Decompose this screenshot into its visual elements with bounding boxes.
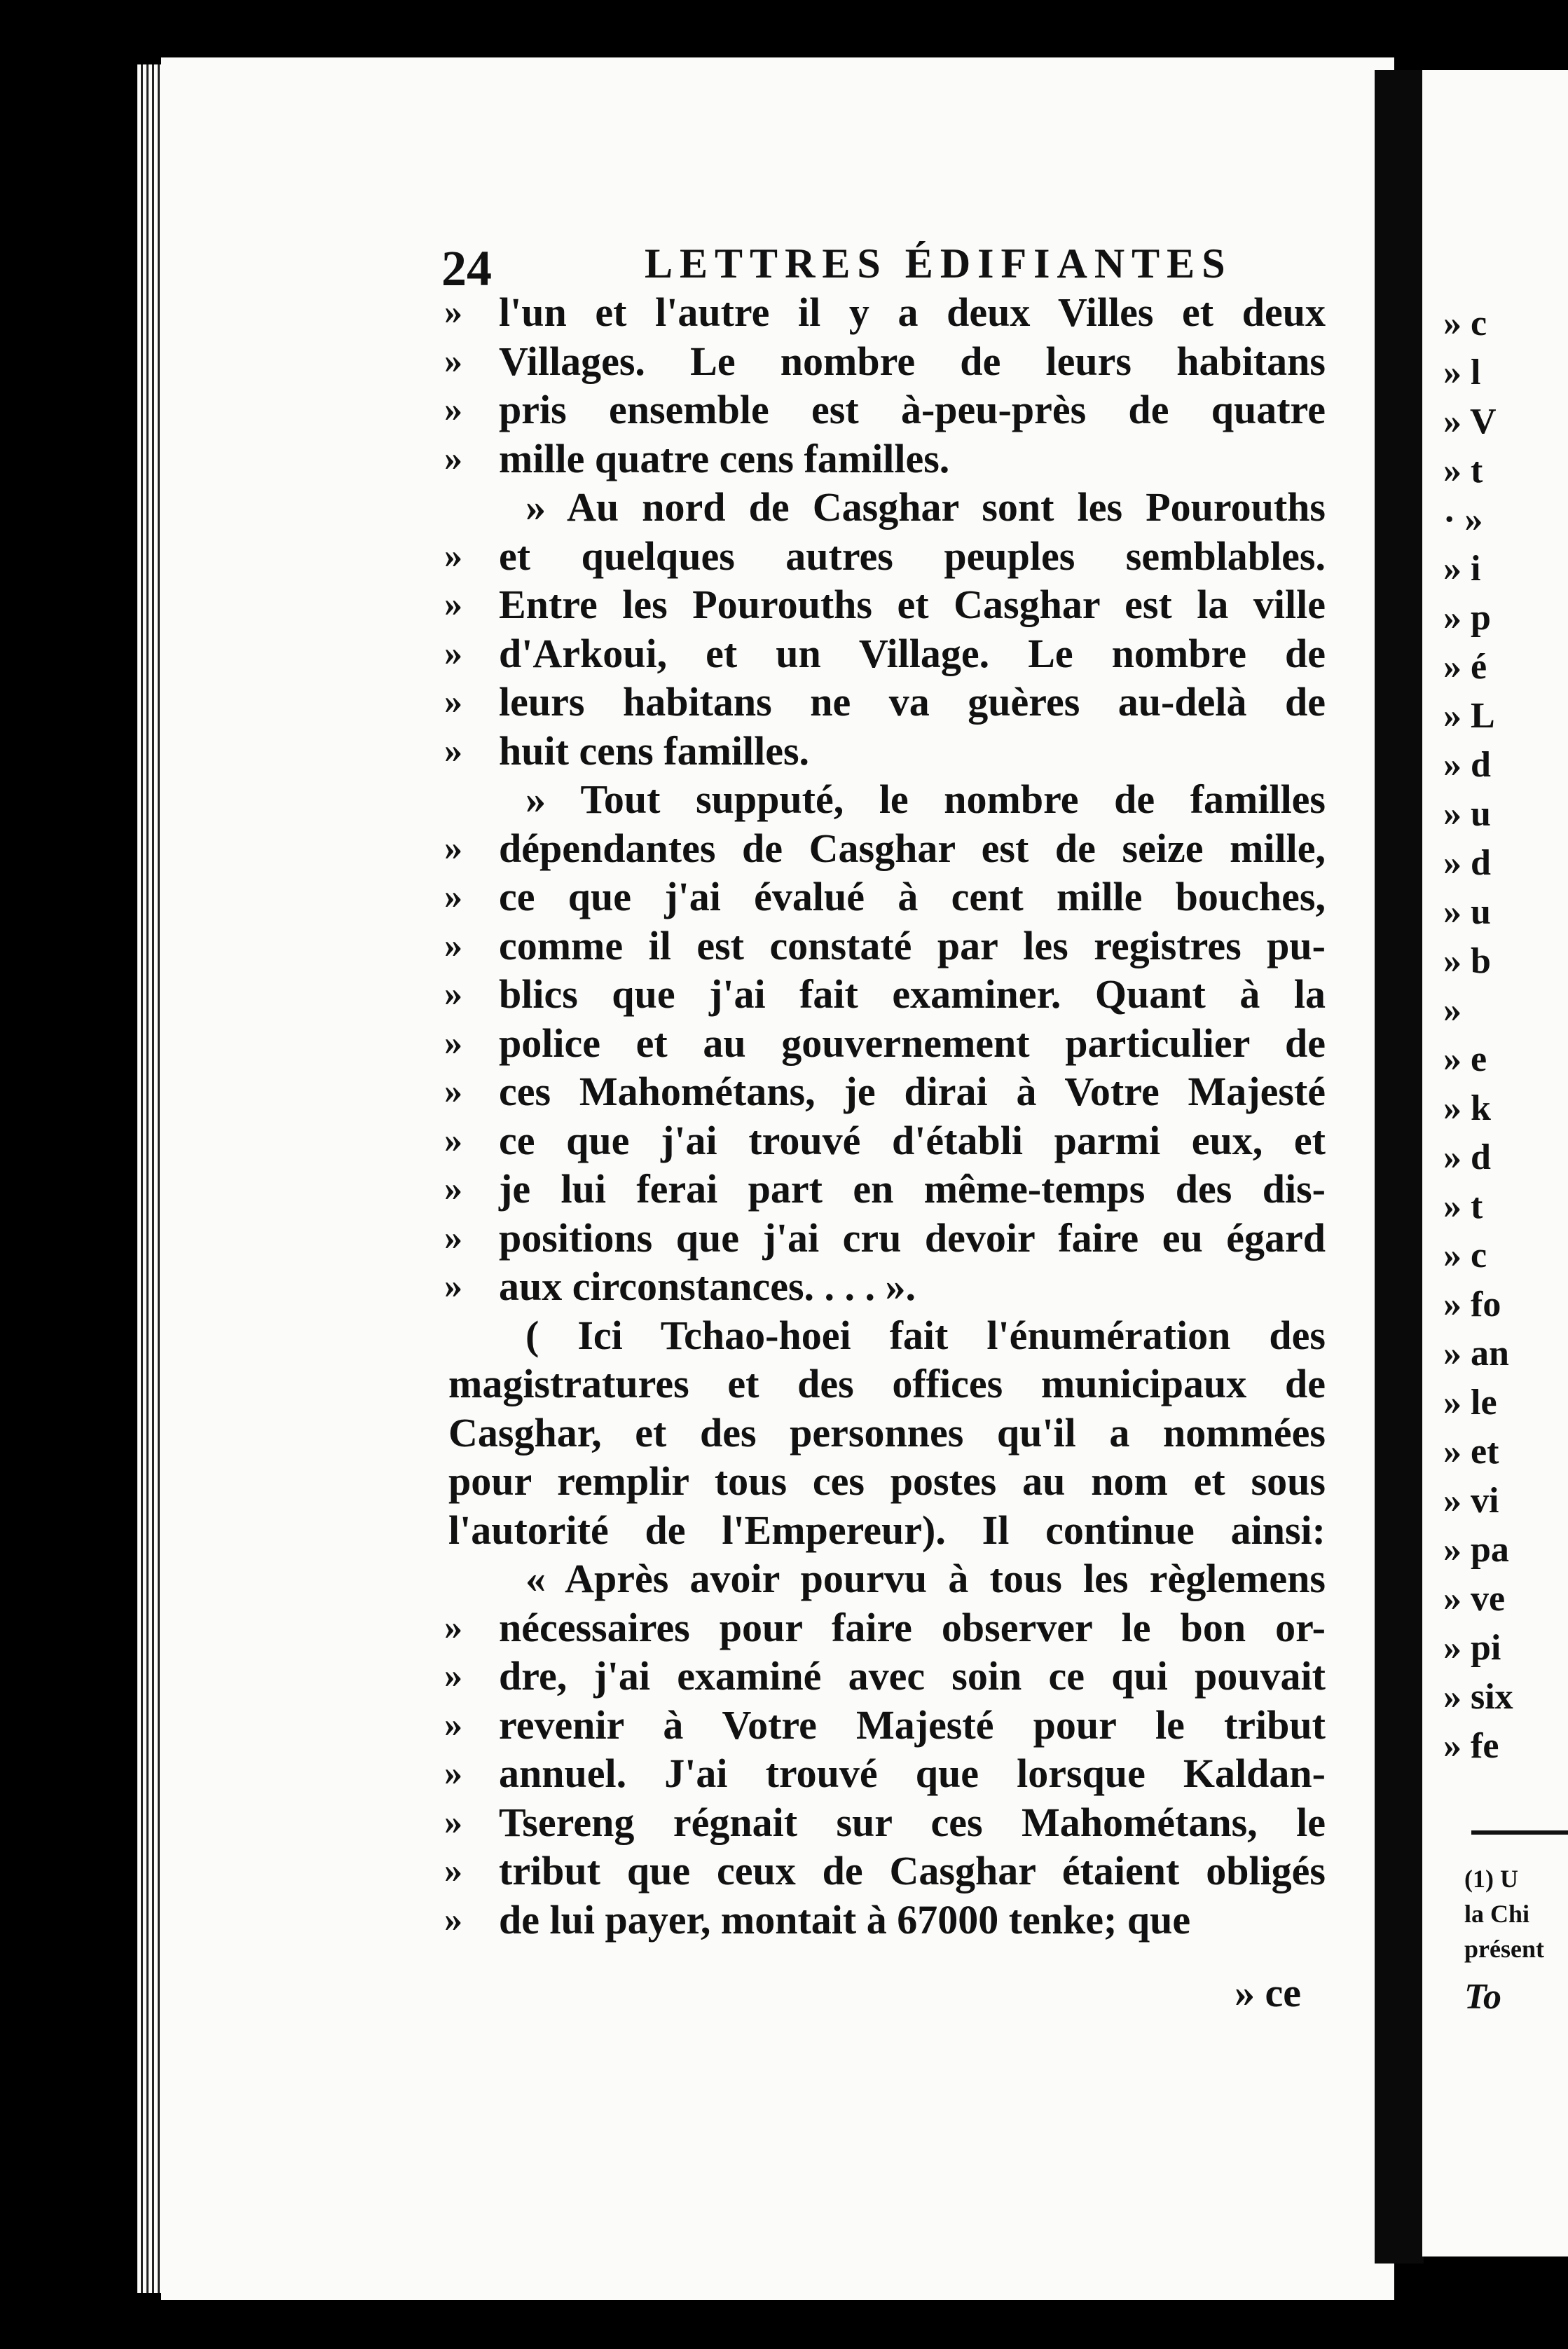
text-line: nécessaires pour faire observer le bon or-: [499, 1604, 1326, 1650]
guillemet: »: [444, 390, 462, 430]
right-page-line: » i: [1443, 549, 1481, 589]
guillemet: »: [444, 438, 462, 479]
right-page-line: » d: [1443, 745, 1491, 785]
guillemet: »: [444, 1071, 462, 1111]
text-line: comme il est constaté par les registres pu-: [499, 922, 1326, 968]
guillemet: »: [444, 1607, 462, 1648]
right-page-line: » l: [1443, 352, 1481, 392]
guillemet: »: [444, 1656, 462, 1696]
footnote-rule: [1471, 1830, 1568, 1835]
text-line: » Tout supputé, le nombre de familles: [525, 776, 1326, 822]
book-gutter: [1375, 70, 1424, 2264]
text-line: annuel. J'ai trouvé que lorsque Kaldan-: [499, 1751, 1326, 1796]
text-line: pris ensemble est à-peu-près de quatre: [499, 387, 1326, 432]
guillemet: »: [444, 1899, 462, 1940]
guillemet: »: [444, 1704, 462, 1745]
text-line: d'Arkoui, et un Village. Le nombre de: [499, 630, 1326, 676]
guillemet: »: [444, 1802, 462, 1842]
text-line: et quelques autres peuples semblables.: [499, 533, 1326, 579]
text-line: ( Ici Tchao-hoei fait l'énumération des: [525, 1312, 1326, 1358]
text-line: tribut que ceux de Casghar étaient obligés: [499, 1848, 1326, 1893]
right-page-line: » d: [1443, 843, 1491, 883]
footnote-line: la Chi: [1464, 1900, 1530, 1928]
text-line: Tsereng régnait sur ces Mahométans, le: [499, 1799, 1326, 1845]
text-line: mille quatre cens familles.: [499, 435, 950, 481]
right-page-line: » pi: [1443, 1628, 1501, 1668]
text-line: Entre les Pourouths et Casghar est la ville: [499, 582, 1326, 627]
right-page-line: » e: [1443, 1039, 1487, 1079]
text-line: de lui payer, montait à 67000 tenke; que: [499, 1896, 1191, 1943]
right-page-line: » t: [1443, 1186, 1483, 1226]
text-line: pour remplir tous ces postes au nom et sous: [448, 1458, 1326, 1504]
text-line: l'autorité de l'Empereur). Il continue ainsi:: [448, 1507, 1326, 1553]
right-page-line: » c: [1443, 1235, 1487, 1275]
right-page-line: » d: [1443, 1137, 1491, 1177]
right-page-line: » u: [1443, 892, 1491, 932]
guillemet: »: [444, 633, 462, 673]
text-line: magistratures et des offices municipaux de: [448, 1361, 1326, 1406]
text-line: leurs habitans ne va guères au-delà de: [499, 679, 1326, 725]
footnote-line: (1) U: [1464, 1865, 1518, 1893]
text-line: positions que j'ai cru devoir faire eu égard: [499, 1214, 1326, 1261]
right-page-line: · »: [1443, 500, 1483, 540]
text-line: dépendantes de Casghar est de seize mille,: [499, 825, 1326, 871]
right-page-line: » fe: [1443, 1726, 1499, 1766]
text-line: ce que j'ai évalué à cent mille bouches,: [499, 874, 1326, 919]
guillemet: »: [444, 828, 462, 868]
right-page-line: » L: [1443, 696, 1495, 736]
right-page-line: » t: [1443, 451, 1483, 491]
guillemet: »: [444, 584, 462, 624]
text-line: Villages. Le nombre de leurs habitans: [499, 338, 1326, 384]
guillemet: »: [444, 1120, 462, 1160]
guillemet: »: [444, 1022, 462, 1063]
footnote-line: To: [1464, 1977, 1501, 2017]
page-number: 24: [441, 240, 492, 296]
guillemet: »: [444, 1266, 462, 1306]
right-page-line: » six: [1443, 1677, 1513, 1717]
guillemet: »: [444, 1217, 462, 1258]
right-page-line: » fo: [1443, 1285, 1501, 1324]
guillemet: »: [444, 925, 462, 966]
guillemet: »: [444, 535, 462, 576]
right-page-line: » c: [1443, 303, 1487, 343]
guillemet: »: [444, 877, 462, 917]
text-line: Casghar, et des personnes qu'il a nommées: [448, 1409, 1326, 1456]
text-line: huit cens familles.: [499, 727, 810, 774]
text-line: aux circonstances. . . . ».: [499, 1263, 916, 1309]
text-line: revenir à Votre Majesté pour le tribut: [499, 1701, 1326, 1748]
guillemet: »: [444, 1169, 462, 1209]
text-line: l'un et l'autre il y a deux Villes et deux: [499, 289, 1326, 335]
right-page-line: » é: [1443, 647, 1487, 687]
guillemet: »: [444, 1851, 462, 1891]
text-line: ce que j'ai trouvé d'établi parmi eux, et: [499, 1117, 1326, 1163]
right-page-line: » u: [1443, 794, 1491, 834]
text-line: dre, j'ai examiné avec soin ce qui pouvait: [499, 1653, 1326, 1699]
guillemet: »: [444, 682, 462, 722]
right-page-line: » V: [1443, 402, 1497, 441]
right-page-line: » ve: [1443, 1579, 1506, 1619]
right-page-line: » p: [1443, 598, 1491, 638]
page-edge: [137, 64, 164, 2293]
right-page-line: »: [1443, 990, 1462, 1030]
right-page-line: » k: [1443, 1088, 1491, 1128]
right-page-line: » et: [1443, 1432, 1499, 1472]
text-line: « Après avoir pourvu à tous les règlemens: [525, 1556, 1326, 1601]
text-line: blics que j'ai fait examiner. Quant à la: [499, 971, 1326, 1017]
guillemet: »: [444, 292, 462, 332]
right-page-line: » an: [1443, 1334, 1509, 1374]
guillemet: »: [444, 341, 462, 381]
guillemet: »: [444, 1753, 462, 1793]
right-page-line: » b: [1443, 941, 1491, 981]
text-line: ces Mahométans, je dirai à Votre Majesté: [499, 1069, 1326, 1114]
guillemet: »: [444, 974, 462, 1014]
running-head: LETTRES ÉDIFIANTES: [645, 240, 1232, 287]
text-line: je lui ferai part en même-temps des dis-: [499, 1166, 1326, 1212]
footnote-line: présent: [1464, 1935, 1544, 1963]
right-page-line: » le: [1443, 1383, 1497, 1423]
catchword: » ce: [1235, 1970, 1301, 2015]
right-page-line: » vi: [1443, 1481, 1499, 1521]
text-line: police et au gouvernement particulier de: [499, 1020, 1326, 1066]
right-page-line: » pa: [1443, 1530, 1509, 1570]
guillemet: »: [444, 730, 462, 771]
text-line: » Au nord de Casghar sont les Pourouths: [525, 484, 1326, 530]
